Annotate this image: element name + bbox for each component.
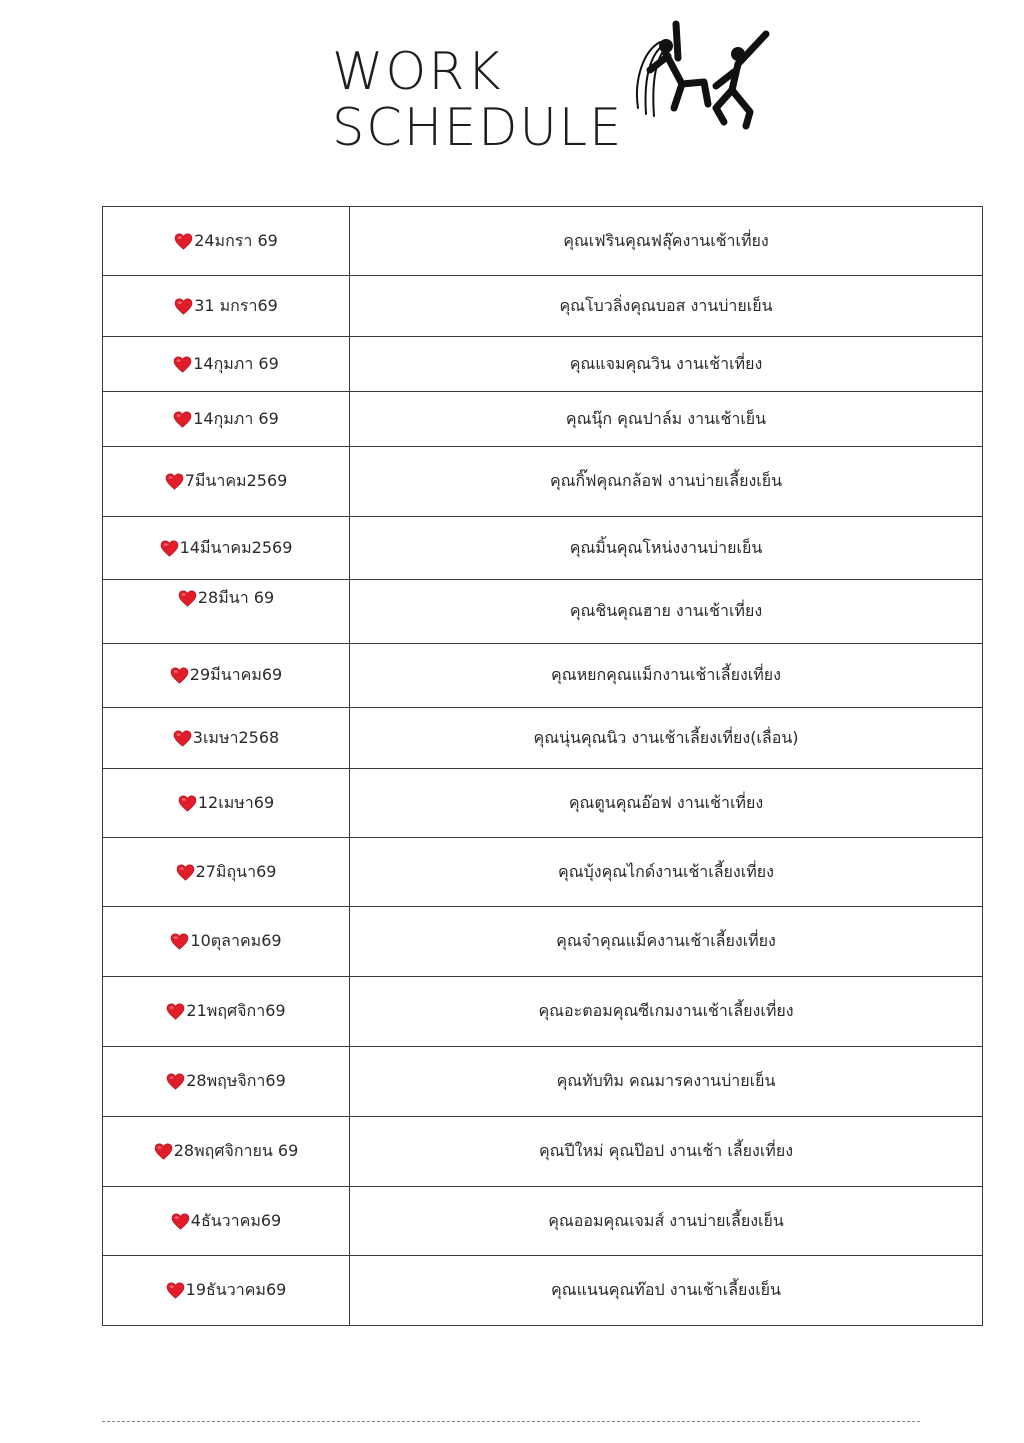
detail-text: คุณนุ่นคุณนิว งานเช้าเลี้ยงเที่ยง(เลื่อน): [533, 727, 799, 747]
detail-text: คุณมิ้นคุณโหน่งงานบ่ายเย็น: [569, 537, 763, 557]
table-row: [103, 1047, 983, 1117]
date-cell: [103, 1256, 350, 1326]
date-text: 14กุมภา 69: [193, 408, 279, 428]
date-text: 14มีนาคม2569: [179, 537, 293, 557]
heart-icon: [178, 795, 197, 812]
date-text: 19ธันวาคม69: [185, 1280, 287, 1299]
detail-text: คุณชินคุณฮาย งานเช้าเที่ยง: [569, 601, 763, 620]
date-text: 24มกรา 69: [194, 230, 278, 250]
detail-cell: [350, 977, 983, 1047]
date-text: 10ตุลาคม69: [190, 931, 282, 950]
date-cell: [103, 337, 350, 392]
detail-cell: [350, 1256, 983, 1326]
date-cell: [103, 447, 350, 517]
detail-cell: [350, 838, 983, 907]
dashed-divider: [102, 1421, 920, 1422]
table-row: [103, 207, 983, 276]
heart-icon: [154, 1143, 173, 1160]
detail-cell: [350, 517, 983, 580]
title-line-work: WORK: [332, 42, 503, 102]
detail-text: คุณออมคุณเจมส์ งานบ่ายเลี้ยงเย็น: [548, 1210, 784, 1230]
detail-text: คุณโบวลิ่งคุณบอส งานบ่ายเย็น: [559, 295, 773, 315]
heart-icon: [165, 473, 184, 490]
detail-cell: [350, 769, 983, 838]
date-cell: [103, 838, 350, 907]
detail-text: คุณเฟรินคุณฟลุ๊คงานเช้าเที่ยง: [563, 230, 769, 250]
heart-icon: [166, 1073, 185, 1090]
schedule-table: [102, 206, 983, 1326]
heart-icon: [173, 730, 192, 747]
date-text: 31 มกรา69: [194, 295, 278, 315]
date-cell: [103, 392, 350, 447]
date-cell: [103, 517, 350, 580]
table-row: [103, 276, 983, 337]
date-cell: [103, 276, 350, 337]
heart-icon: [166, 1282, 185, 1299]
table-row: [103, 337, 983, 392]
heart-icon: [171, 1213, 190, 1230]
date-cell: [103, 207, 350, 276]
detail-text: คุณแจมคุณวิน งานเช้าเที่ยง: [569, 353, 763, 373]
detail-cell: [350, 907, 983, 977]
detail-cell: [350, 708, 983, 769]
table-row: [103, 1256, 983, 1326]
table-row: [103, 644, 983, 708]
date-text: 21พฤศจิกา69: [186, 1001, 286, 1020]
detail-text: คุณแนนคุณท๊อป งานเช้าเลี้ยงเย็น: [551, 1280, 781, 1299]
detail-cell: [350, 1187, 983, 1256]
detail-cell: [350, 447, 983, 517]
dancing-couple-icon: [620, 12, 790, 204]
heart-icon: [178, 590, 197, 607]
detail-text: คุณนุ๊ก คุณปาล์ม งานเช้าเย็น: [565, 408, 767, 428]
date-text: 28พฤศจิกายน 69: [173, 1141, 299, 1160]
heart-icon: [160, 540, 179, 557]
date-text: 29มีนาคม69: [189, 665, 283, 684]
date-cell: [103, 907, 350, 977]
date-text: 12เมษา69: [197, 792, 275, 812]
table-row: [103, 769, 983, 838]
date-cell: [103, 769, 350, 838]
table-row: [103, 1187, 983, 1256]
date-cell: [103, 1117, 350, 1187]
date-cell: [103, 1047, 350, 1117]
table-row: [103, 708, 983, 769]
date-text: 28มีนา 69: [197, 588, 275, 607]
date-text: 3เมษา2568: [192, 727, 280, 747]
date-cell: [103, 580, 350, 644]
table-row: [103, 838, 983, 907]
page-title: [332, 44, 622, 156]
detail-text: คุณบุ้งคุณไกด์งานเช้าเลี้ยงเที่ยง: [558, 861, 774, 881]
date-text: 14กุมภา 69: [193, 353, 279, 373]
heart-icon: [166, 1003, 185, 1020]
heart-icon: [174, 298, 193, 315]
detail-cell: [350, 207, 983, 276]
table-row: [103, 447, 983, 517]
detail-cell: [350, 644, 983, 708]
date-text: 4ธันวาคม69: [190, 1210, 282, 1230]
heart-icon: [170, 667, 189, 684]
heart-icon: [174, 233, 193, 250]
detail-cell: [350, 1047, 983, 1117]
heart-icon: [173, 356, 192, 373]
title-line-schedule: SCHEDULE: [332, 98, 624, 158]
detail-cell: [350, 580, 983, 644]
date-cell: [103, 644, 350, 708]
table-row: [103, 517, 983, 580]
detail-cell: [350, 1117, 983, 1187]
detail-text: คุณอะตอมคุณซีเกมงานเช้าเลี้ยงเที่ยง: [538, 1001, 794, 1020]
date-text: 28พฤษจิกา69: [186, 1071, 286, 1090]
detail-text: คุณปีใหม่ คุณป๊อป งานเช้า เลี้ยงเที่ยง: [538, 1141, 794, 1160]
table-row: [103, 392, 983, 447]
detail-cell: [350, 337, 983, 392]
table-row: [103, 977, 983, 1047]
detail-cell: [350, 276, 983, 337]
date-cell: [103, 708, 350, 769]
date-cell: [103, 977, 350, 1047]
heart-icon: [176, 864, 195, 881]
detail-text: คุณทับทิม คณมารคงานบ่ายเย็น: [556, 1071, 776, 1090]
heart-icon: [173, 411, 192, 428]
heart-icon: [170, 933, 189, 950]
table-row: [103, 907, 983, 977]
detail-text: คุณหยกคุณแม็กงานเช้าเลี้ยงเที่ยง: [551, 665, 781, 684]
date-text: 7มีนาคม2569: [184, 471, 288, 490]
detail-text: คุณกิ๊ฟคุณกล้อฟ งานบ่ายเลี้ยงเย็น: [549, 471, 783, 490]
table-row: [103, 580, 983, 644]
detail-cell: [350, 392, 983, 447]
table-row: [103, 1117, 983, 1187]
detail-text: คุณจ๋าคุณแม็คงานเช้าเลี้ยงเที่ยง: [556, 931, 776, 950]
detail-text: คุณตูนคุณอ๊อฟ งานเช้าเที่ยง: [568, 792, 764, 812]
date-cell: [103, 1187, 350, 1256]
date-text: 27มิถุนา69: [195, 861, 277, 881]
